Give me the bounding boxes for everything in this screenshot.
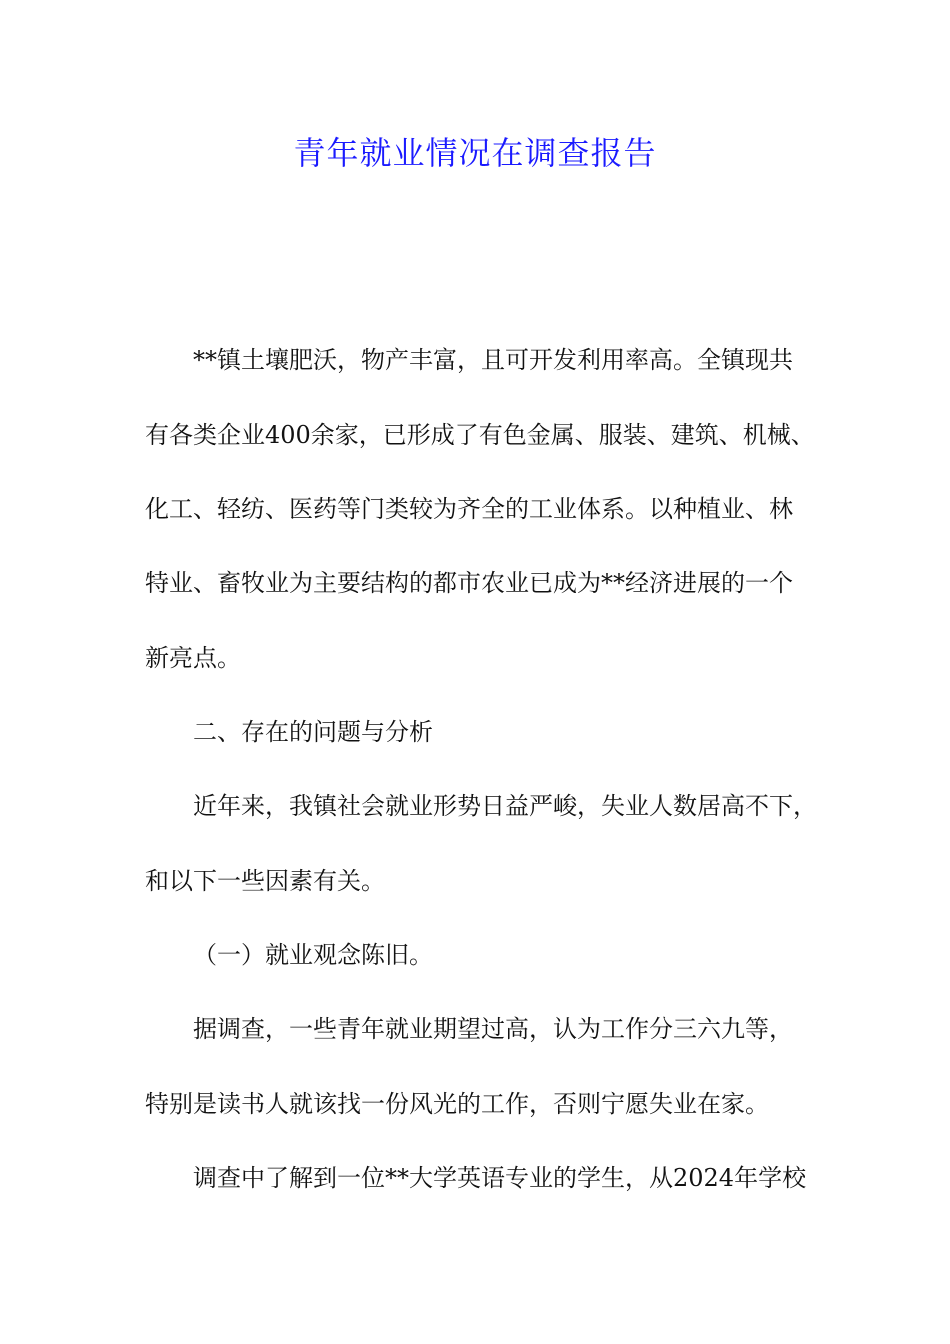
paragraph-line: 特业、畜牧业为主要结构的都市农业已成为**经济进展的一个 — [145, 569, 793, 597]
paragraph-line: 化工、轻纺、医药等门类较为齐全的工业体系。以种植业、林 — [145, 495, 793, 523]
paragraph-line: **镇土壤肥沃，物产丰富，且可开发利用率高。全镇现共 — [193, 346, 793, 374]
paragraph-line: 新亮点。 — [145, 644, 241, 672]
paragraph-line: 特别是读书人就该找一份风光的工作，否则宁愿失业在家。 — [145, 1090, 769, 1118]
subsection-heading: （一）就业观念陈旧。 — [193, 941, 433, 969]
paragraph-line: 据调查，一些青年就业期望过高，认为工作分三六九等， — [193, 1015, 793, 1043]
paragraph-line: 和以下一些因素有关。 — [145, 867, 385, 895]
paragraph-line: 调查中了解到一位**大学英语专业的学生，从2024年学校 — [193, 1164, 807, 1192]
paragraph-line: 近年来，我镇社会就业形势日益严峻，失业人数居高不下， — [193, 792, 817, 820]
section-heading: 二、存在的问题与分析 — [193, 718, 433, 746]
document-title: 青年就业情况在调查报告 — [293, 134, 657, 172]
paragraph-line: 有各类企业400余家，已形成了有色金属、服装、建筑、机械、 — [145, 421, 815, 449]
